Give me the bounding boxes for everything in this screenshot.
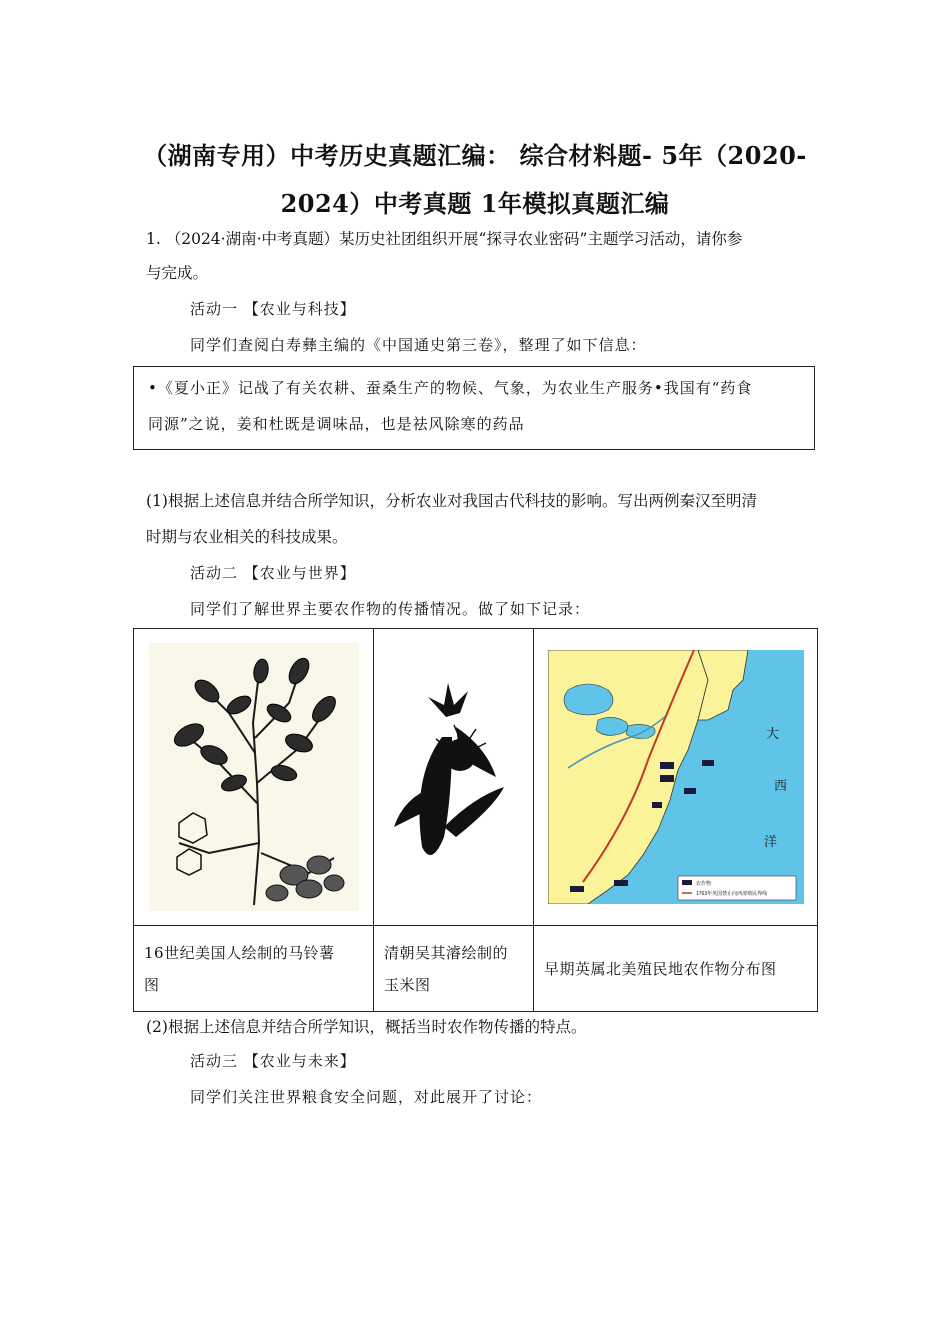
legend-crop-label: 农作物 (695, 881, 711, 887)
crop-marker (652, 802, 662, 808)
potato-image-cell (134, 629, 374, 926)
great-lakes (564, 684, 613, 715)
caption-potato (134, 926, 374, 1012)
corn-illustration (384, 677, 524, 877)
info-box (133, 366, 815, 450)
document-title-line-2: 2024）中考真题 1年模拟真题汇编 (280, 189, 670, 218)
caption-potato-line-1: 16世纪美国人绘制的马铃薯 (144, 943, 335, 962)
crop-marker (614, 880, 628, 886)
document-title-line-1: （湖南专用）中考历史真题汇编： 综合材料题- 5年（2020- (143, 141, 807, 170)
question-1-line-2: 时期与农业相关的科技成果。 (146, 528, 348, 546)
potato-illustration (149, 643, 359, 911)
caption-map (534, 926, 818, 1012)
question-intro-line-2: 与完成。 (146, 264, 209, 282)
crop-marker (660, 762, 674, 769)
crop-table (133, 628, 818, 1012)
activity-1-lead: 同学们查阅白寿彝主编的《中国通史第三卷》，整理了如下信息： (190, 336, 647, 354)
caption-map-text: 早期英属北美殖民地农作物分布图 (544, 959, 777, 978)
caption-corn-line-1: 清朝吴其濬绘制的 (384, 943, 509, 962)
question-intro-line-1: 1. （2024·湖南·中考真题）某历史社团组织开展“探寻农业密码”主题学习活动，请你参 (146, 230, 743, 248)
activity-2-heading: 活动二 【农业与世界】 (190, 564, 356, 582)
map-label-ocean-1: 大 (765, 726, 779, 741)
map-label-ocean-2: 西 (773, 778, 787, 793)
activity-2-lead: 同学们了解世界主要农作物的传播情况。做了如下记录： (190, 600, 591, 618)
map-image-cell (534, 629, 818, 926)
question-1-line-1: (1)根据上述信息并结合所学知识，分析农业对我国古代科技的影响。写出两例秦汉至明清 (146, 492, 757, 510)
map-label-ocean-3: 洋 (763, 834, 777, 849)
crop-marker (684, 788, 696, 794)
activity-1-heading: 活动一 【农业与科技】 (190, 300, 356, 318)
info-box-line-2: 同源”之说，姜和杜既是调味品，也是祛风除寒的药品 (148, 415, 525, 433)
corn-image-cell (374, 629, 534, 926)
legend-line-label: 1763年英国禁止向西部殖民界线 (695, 891, 767, 897)
crop-marker (702, 760, 714, 766)
crop-marker (660, 775, 674, 782)
crop-marker (570, 886, 584, 892)
caption-corn-line-2: 玉米图 (384, 975, 431, 994)
question-2: (2)根据上述信息并结合所学知识，概括当时农作物传播的特点。 (146, 1018, 587, 1036)
colonial-crop-map (548, 650, 804, 904)
info-box-line-1: •《夏小正》记战了有关农耕、蚕桑生产的物候、气象，为农业生产服务•我国有“药食 (148, 379, 753, 397)
activity-3-heading: 活动三 【农业与未来】 (190, 1052, 356, 1070)
caption-potato-line-2: 图 (144, 975, 160, 994)
caption-corn (374, 926, 534, 1012)
activity-3-lead: 同学们关注世界粮食安全问题，对此展开了讨论： (190, 1088, 543, 1106)
